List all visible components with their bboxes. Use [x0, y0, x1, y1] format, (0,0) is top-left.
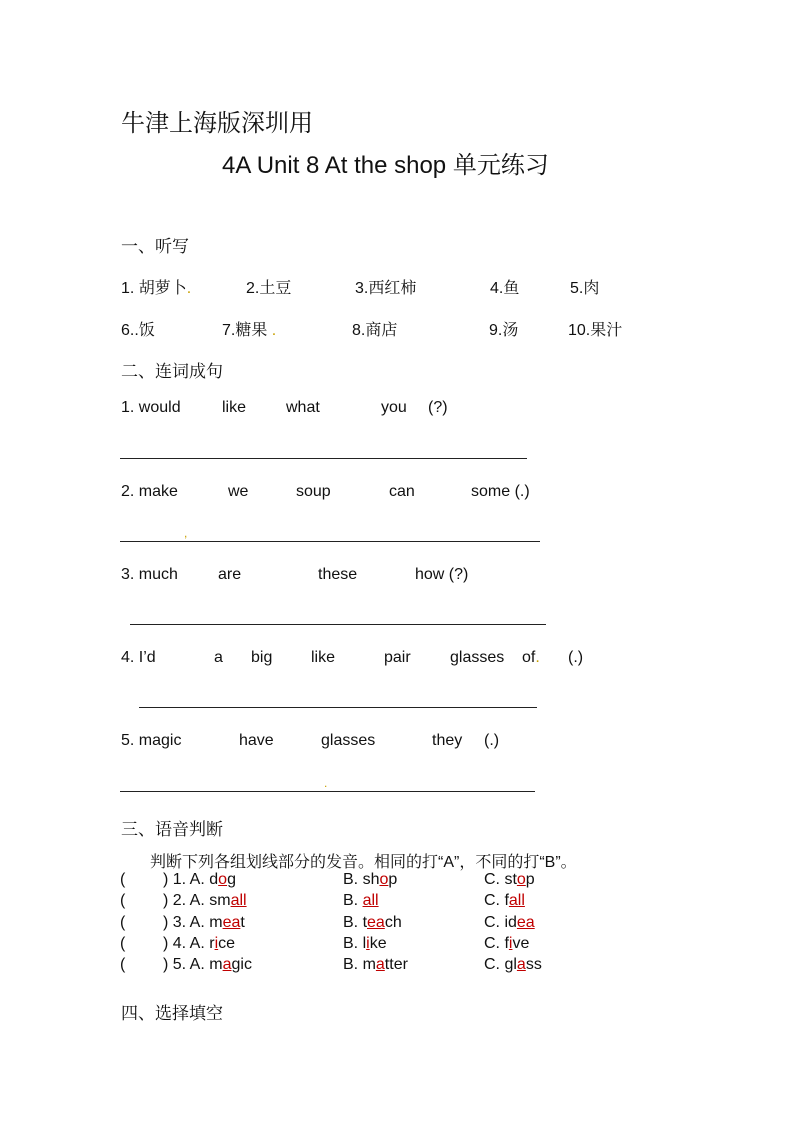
document-subtitle: 4A Unit 8 At the shop 单元练习 [222, 152, 549, 179]
document-title: 牛津上海版深圳用 [121, 110, 313, 137]
word-token: a [214, 649, 223, 666]
phonics-option-a: ) 4. A. rice [163, 935, 236, 952]
word-token: 3. much [121, 566, 178, 583]
phonics-option-a: ) 1. A. dog [163, 871, 236, 888]
dictation-item: 3.西红柿 [355, 280, 417, 297]
word-token: have [239, 732, 274, 749]
answer-line[interactable] [139, 707, 537, 708]
word-token: some (.) [471, 483, 530, 500]
phonics-option-b: B. like [343, 935, 387, 952]
word-token: 5. magic [121, 732, 182, 749]
phonics-option-a: ) 3. A. meat [163, 914, 245, 931]
answer-line[interactable] [120, 791, 535, 792]
answer-paren[interactable]: ( [120, 956, 126, 973]
phonics-option-b: B. teach [343, 914, 402, 931]
dictation-item: 10.果汁 [568, 322, 623, 339]
phonics-option-c: C. idea [484, 914, 535, 931]
answer-paren[interactable]: ( [120, 892, 126, 909]
word-token: what [286, 399, 320, 416]
word-token: (.) [484, 732, 500, 749]
dictation-item: 4.鱼 [490, 280, 520, 297]
word-token: 4. I’d [121, 649, 156, 666]
word-token: (?) [428, 399, 448, 416]
word-token: soup [296, 483, 331, 500]
phonics-option-c: C. five [484, 935, 530, 952]
phonics-option-a: ) 5. A. magic [163, 956, 252, 973]
word-token: glasses [321, 732, 376, 749]
word-token: how (?) [415, 566, 469, 583]
word-token: we [228, 483, 249, 500]
word-token: 2. make [121, 483, 178, 500]
word-token: like [222, 399, 247, 416]
phonics-option-c: C. glass [484, 956, 542, 973]
dictation-item: 6..饭 [121, 322, 155, 339]
word-token: can [389, 483, 415, 500]
phonics-option-b: B. shop [343, 871, 398, 888]
word-token: these [318, 566, 358, 583]
dictation-item: 1. 胡萝卜. [121, 280, 192, 297]
word-token: are [218, 566, 242, 583]
dictation-item: 9.汤 [489, 322, 519, 339]
section-1-heading: 一、听写 [121, 237, 189, 256]
phonics-option-b: B. matter [343, 956, 408, 973]
phonics-option-c: C. stop [484, 871, 535, 888]
word-token: 1. would [121, 399, 181, 416]
answer-paren[interactable]: ( [120, 914, 126, 931]
word-token: big [251, 649, 273, 666]
answer-line[interactable] [120, 541, 540, 542]
word-token: pair [384, 649, 411, 666]
section-4-heading: 四、选择填空 [121, 1004, 223, 1023]
word-token: of. [522, 649, 540, 666]
dictation-item: 2.土豆 [246, 280, 292, 297]
word-token: like [311, 649, 336, 666]
phonics-option-c: C. fall [484, 892, 525, 909]
word-token: glasses [450, 649, 505, 666]
section-3-heading: 三、语音判断 [121, 820, 223, 839]
answer-paren[interactable]: ( [120, 935, 126, 952]
answer-paren[interactable]: ( [120, 871, 126, 888]
word-token: they [432, 732, 463, 749]
answer-line[interactable] [120, 458, 527, 459]
phonics-option-b: B. all [343, 892, 379, 909]
instruction-text: 判断下列各组划线部分的发音。相同的打“A”，不同的打“B”。 [150, 854, 577, 871]
section-2-heading: 二、连词成句 [121, 362, 223, 381]
phonics-option-a: ) 2. A. small [163, 892, 247, 909]
stray-mark: . [324, 776, 328, 790]
answer-line[interactable] [130, 624, 546, 625]
dictation-item: 8.商店 [352, 322, 398, 339]
word-token: you [381, 399, 407, 416]
dictation-item: 5.肉 [570, 280, 600, 297]
stray-mark: , [184, 526, 188, 540]
dictation-item: 7.糖果 . [222, 322, 277, 339]
word-token: (.) [568, 649, 584, 666]
